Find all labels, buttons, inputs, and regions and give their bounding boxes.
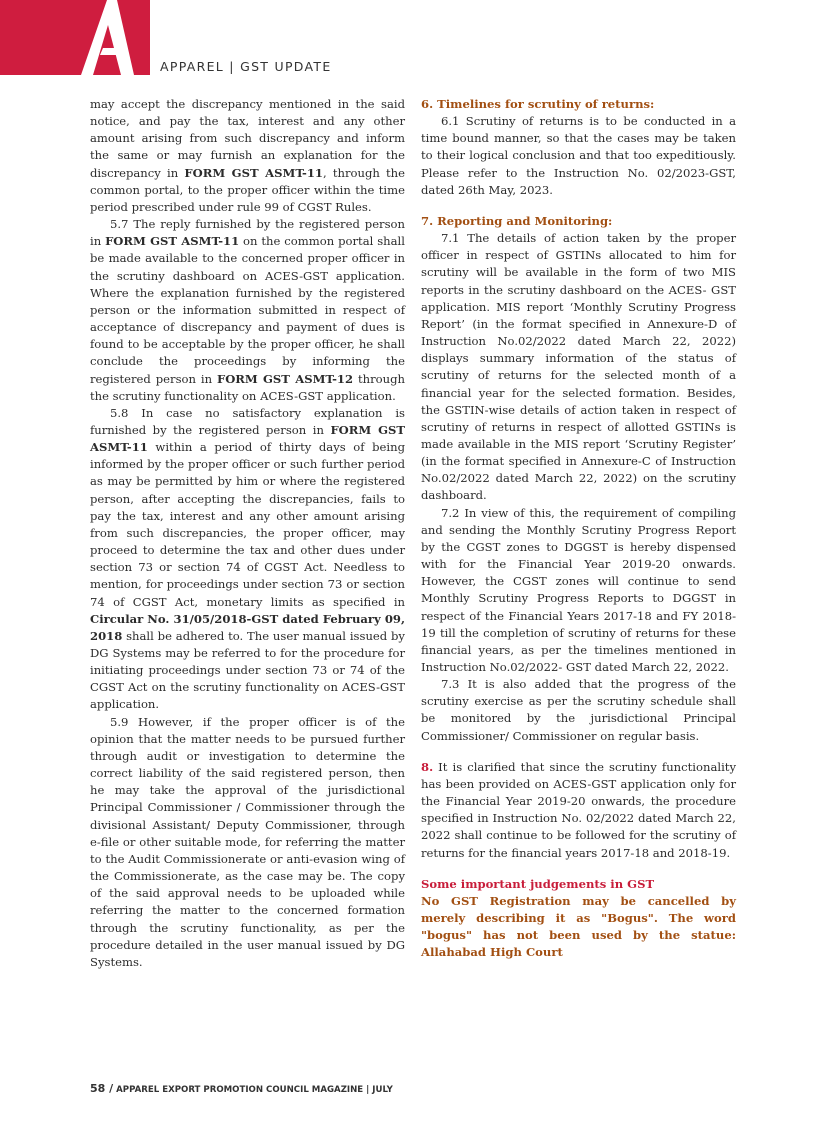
paragraph-5-8: 5.8 In case no satisfactory explanation is furnished by the registered person in FORM GST ASMT-11 within a period of thirty days of being informed by the proper officer or such further period as may be permitted by him or where the registered person, after accepting the discrepancies, fails to pay the tax, interest and any other amount arising from such discrepancies, the proper officer, may proceed to determine the tax and other dues under section 73 or section 74 of CGST Act. Needless to mention, for proceedings under section 73 or section 74 of CGST Act, monetary limits as specified in Circular No. 31/05/2018-GST dated February 09, 2018 shall be adhered to. The user manual issued by DG Systems may be referred to for the procedure for initiating proceedings under section 73 or 74 of the CGST Act on the scrutiny functionality on ACES-GST application. [90, 405, 405, 712]
paragraph-6-1: 6.1 Scrutiny of returns is to be conducted in a time bound manner, so that the cases may be taken to their logical conclusion and that too expeditiously. Please refer to the Instruction No. 02/2023-GST, dated 26th May, 2023. [421, 114, 736, 197]
footer-text: APPAREL EXPORT PROMOTION COUNCIL MAGAZINE | JULY [113, 1085, 393, 1095]
paragraph-7-3: 7.3 It is also added that the progress of the scrutiny exercise as per the scrutiny schedule shall be monitored by the jurisdictional Principal Commissioner/ Commissioner on regular basis. [421, 677, 736, 743]
page-footer [90, 1082, 393, 1095]
heading-timelines: 6. Timelines for scrutiny of returns: [421, 97, 655, 111]
page-number: 58 / [90, 1082, 114, 1095]
paragraph-5-9: 5.9 However, if the proper officer is of the opinion that the matter needs to be pursued further through audit or investigation to determine the correct liability of the said registered person, then he may take the approval of the jurisdictional Principal Commissioner / Commissioner through the divisional Assistant/ Deputy Commissioner, through e-file or other suitable mode, for referring the matter to the Audit Commissionerate or anti-evasion wing of the Commissionerate, as the case may be. The copy of the said approval needs to be uploaded while referring the matter to the concerned formation through the scrutiny functionality, as per the procedure detailed in the user manual issued by DG Systems. [90, 714, 405, 969]
paragraph-5-7: 5.7 The reply furnished by the registered person in FORM GST ASMT-11 on the common portal shall be made available to the concerned proper officer in the scrutiny dashboard on ACES-GST application. Where the explanation furnished by the registered person or the information submitted in respect of acceptance of discrepancy and payment of dues is found to be acceptable by the proper officer, he shall conclude the proceedings by informing the registered person in FORM GST ASMT-12 through the scrutiny functionality on ACES-GST application. [90, 217, 405, 403]
paragraph-asmt-reply: may accept the discrepancy mentioned in the said notice, and pay the tax, interest and any other amount arising from such discrepancy and inform the same or may furnish an explanation for the discrepancy in FORM GST ASMT-11, through the common portal, to the proper officer within the time period prescribed under rule 99 of CGST Rules. [90, 97, 405, 214]
paragraph-7-1: 7.1 The details of action taken by the proper officer in respect of GSTINs allocated to him for scrutiny will be available in the form of two MIS reports in the scrutiny dashboard on the ACES- GST application. MIS report ‘Monthly Scrutiny Progress Report’ (in the format specified in Annexure-D of Instruction No.02/2022 dated March 22, 2022) displays summary information of the status of scrutiny of returns for the selected month of a financial year for the selected formation. Besides, the GSTIN-wise details of action taken in respect of scrutiny of returns in respect of allotted GSTINs is made available in the MIS report ‘Scrutiny Register’ (in the format specified in Annexure-C of Instruction No.02/2022 dated March 22, 2022) on the scrutiny dashboard. [421, 231, 736, 503]
judgement-text: No GST Registration may be cancelled by merely describing it as "Bogus". The word "bogus" has not been used by the statue: Allahabad High Court [421, 893, 736, 960]
section-header: APPAREL | GST UPDATE [160, 59, 332, 74]
left-column [90, 96, 405, 971]
paragraph-7-2: 7.2 In view of this, the requirement of compiling and sending the Monthly Scrutiny Progress Report by the CGST zones to DGGST is hereby dispensed with for the Financial Year 2019-20 onwards. However, the CGST zones will continue to send Monthly Scrutiny Progress Reports to DGGST in respect of the Financial Years 2017-18 and FY 2018-19 till the completion of scrutiny of returns for these financial years, as per the timelines mentioned in Instruction No.02/2022- GST dated March 22, 2022. [421, 505, 736, 674]
right-column [421, 96, 736, 962]
judgements-heading: Some important judgements in GST [421, 876, 655, 891]
letter-a-logo-icon [0, 0, 170, 80]
heading-reporting: 7. Reporting and Monitoring: [421, 213, 613, 228]
paragraph-8: 8. It is clarified that since the scrutiny functionality has been provided on ACES-GST application only for the Financial Year 2019-20 onwards, the procedure specified in Instruction No. 02/2022 dated March 22, 2022 shall continue to be followed for the scrutiny of returns for the financial years 2017-18 and 2018-19. [421, 759, 736, 860]
